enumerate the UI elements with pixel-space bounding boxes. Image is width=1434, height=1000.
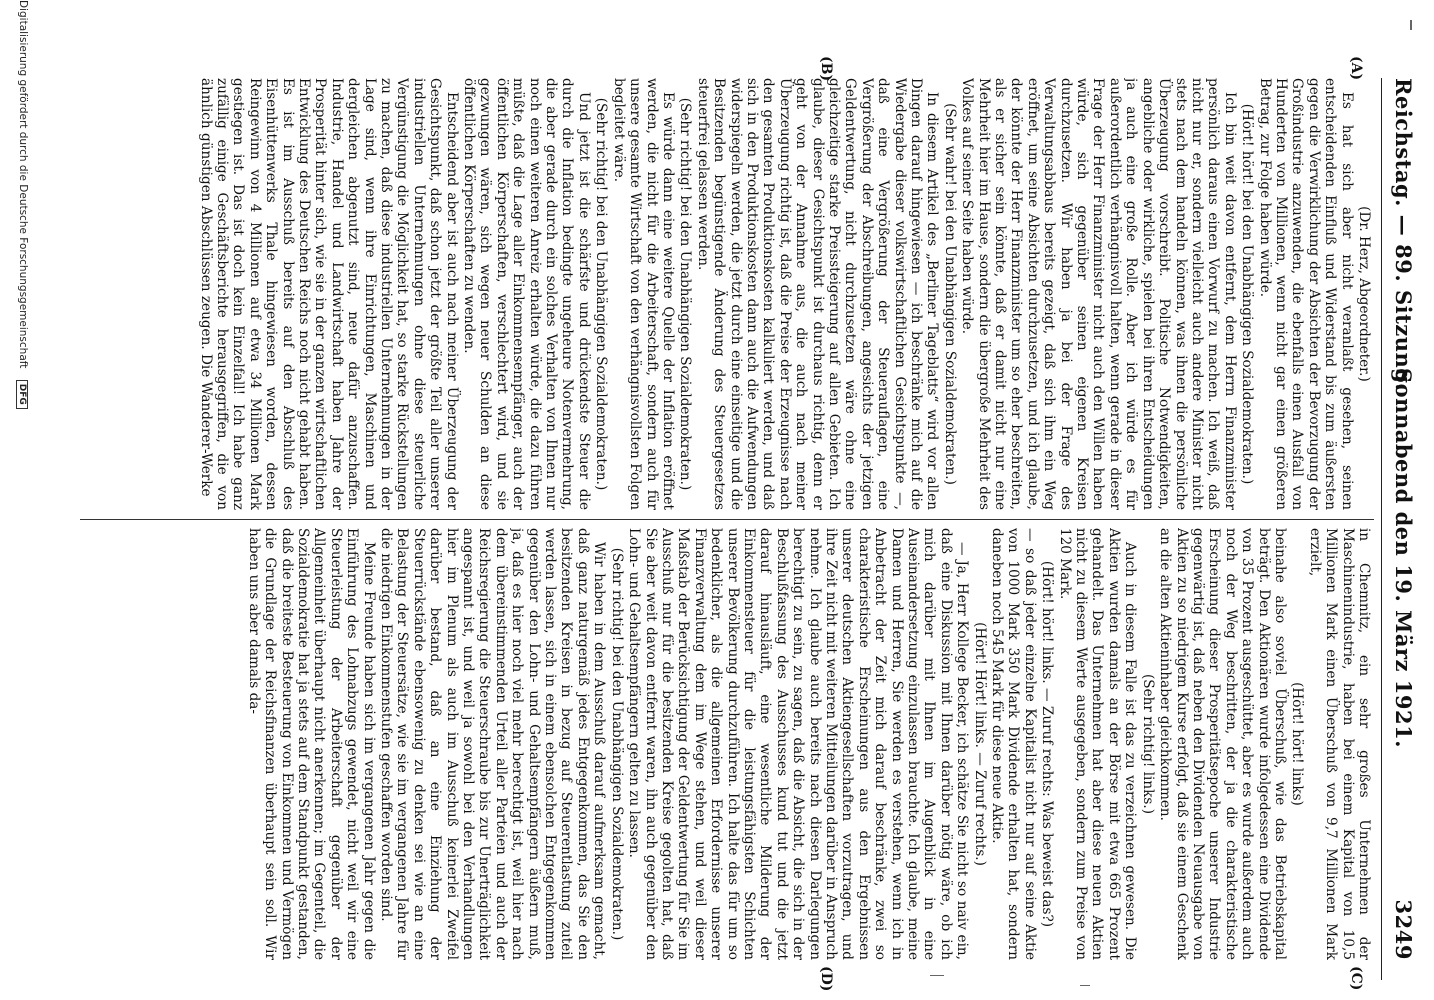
scan-speck xyxy=(1410,20,1412,30)
interjection: (Sehr richtig! bei den Unabhängigen Sozialdemokraten.) xyxy=(593,97,610,491)
interjection: (Sehr richtig! bei den Unabhängigen Sozialdemokraten.) xyxy=(608,547,625,941)
paragraph: Wir haben in dem Ausschuß darauf aufmerksam gemacht, daß ganz naturgemäß jedes Entgegenkommen, das Sie den besitzenden Kreisen in bezug auf Steuerentlastung zuteil werden lassen, sich in einem ebensolchen Entgegenkommen gegenüber den Lohn- und Gehaltsempfängern äußern muß, ja, daß es hier noch viel mehr berechtigt ist, weil hier nach dem übereinstimmenden Urteil aller Parteien und auch der Reichsregierung die Steuerschraube bis zur Unerträglichkeit angespannt ist, und weil ja sowohl bei den Verhandlungen hier im Plenum als auch im Ausschuß keinerlei Zweifel darüber bestand, daß an eine Einziehung der Steuerrückstände ebensowenig zu denken sei wie an eine Belastung der Steuersätze, wie sie im vergangenen Jahre für die niedrigen Einkommenstufen geschaffen worden sind. xyxy=(378,528,608,960)
interjection: (Sehr wahr! bei den Unabhängigen Sozialdemokraten.) xyxy=(941,103,958,485)
dfg-logo: DFG xyxy=(16,380,28,409)
paragraph: Entscheidend aber ist auch nach meiner Überzeugung der Gesichtspunkt, daß schon jetzt der größte Teil aller unserer industriellen Unternehmungen ohne diese steuerliche Vergünstigung die Möglichkeit hat, so starke Rückstellungen zu machen, daß diese industriellen Unternehmungen in der Lage sind, wenn ihre Einrichtungen, Maschinen und dergleichen abgenutzt sind, neue dafür anzuschaffen. Industrie, Handel und Landwirtschaft haben Jahre der Prosperität hinter sich, wie sie in der ganzen wirtschaftlichen Entwicklung des Deutschen Reichs noch nicht gehabt haben. Es ist im Ausschuß bereits auf den Abschluß des Eisenhüttenwerks Thale hingewiesen worden, dessen Reingewinn von 4 Millionen auf etwa 34 Millionen Mark gestiegen ist. Das ist doch kein Einzelfall! Ich habe ganz zufällig einige Geschäftsberichte herausgegriffen, die von ähnlich günstigen Abschlüssen zeugen. Die Wanderer-Werke xyxy=(197,78,460,510)
margin-marker-b: (B) xyxy=(818,56,834,82)
header-rule xyxy=(1381,78,1382,980)
paragraph: Ich bin weit davon entfernt, dem Herrn Finanzminister persönlich daraus einen Vorwurf zu machen. Ich weiß, daß nicht nur er, sondern vielleicht auch andere Minister nicht stets nach dem handeln können, was ihnen die persönliche Überzeugung vorschreibt. Politische Notwendigkeiten, angebliche oder wirkliche, spielen bei ihren Entscheidungen ja auch eine große Rolle. Aber ich würde es für außerordentlich verhängnisvoll halten, wenn gerade in dieser Frage der Herr Finanzminister nicht auch den Willen haben würde, sich gegenüber seinen eigenen Kreisen durchzusetzen. Wir haben ja bei der Frage des Verwaltungsabbaus bereits gezeigt, daß sich ihm ein Weg eröffnet, um seine Absichten durchzusetzen, und ich glaube, der könnte der Herr Finanzminister um so eher beschreiten, als er sicher sein könnte, daß er damit nicht nur eine Mehrheit hier im Hause, sondern die übergroße Mehrheit des Volkes auf seiner Seite haben würde. xyxy=(959,78,1238,510)
paragraph: beinahe also soviel Überschuß, wie das Betriebskapital beträgt. Den Aktionären wurde infolgedessen eine Dividende von 35 Prozent ausgeschüttet, aber es wurde außerdem auch noch der Weg beschritten, der ja die charakteristische Erscheinung dieser Prosperitätsepoche unserer Industrie gegenwärtig ist, daß neben den Dividenden Neuausgabe von Aktien zu so niedrigem Kurse erfolgt, daß sie einem Geschenk an die alten Aktieninhaber gleichkommen. xyxy=(1157,528,1288,960)
interjection: (Hört! hört! links) xyxy=(1289,682,1306,806)
page-number: 3249 xyxy=(1391,899,1416,960)
paragraph: Es würde dann eine weitere Quelle der Inflation eröffnet werden, die nicht für die Arbeiterschaft, sondern auch für unsere gesamte Wirtschaft von den verhängnisvollsten Folgen begleitet wäre. xyxy=(610,78,676,510)
credit-text: Digitalisierung gefördert durch die Deutsche Forschungsgemeinschaft xyxy=(17,0,29,369)
paragraph: — Ja, Herr Kollege Becker, ich schätze Sie nicht so naiv ein, daß eine Diskussion mit Ihnen darüber nötig wäre, ob ich mich darüber mit Ihnen im Augenblick in eine Auseinandersetzung einzulassen brauchte. Ich glaube, meine Damen und Herren, Sie werden es verstehen, wenn ich in Anbetracht der Zeit mich darauf beschränke, zwei so charakteristische Erscheinungen aus den Ergebnissen unserer deutschen Aktiengesellschaften vorzutragen, und ihre Zeit nicht mit weiteren Mitteilungen darüber in Anspruch nehme. Ich glaube auch bereits nach diesen Darlegungen berechtigt zu sein, zu sagen, daß die Absicht, die sich in der Beschlußfassung des Ausschusses kund tut und die jetzt darauf hinausläuft, eine wesentliche Milderung der Einkommensteuer für die leistungsfähigsten Schichten unserer Bevölkerung durchzuführen. Ich halte das für um so bedenklicher, als die allgemeinen Erfordernisse unserer Finanzverwaltung dem im Wege stehen, und weil dieser Maßstab der Berücksichtigung der Geldentwertung für Sie im Ausschuß nur für die besitzenden Kreise gegolten hat, daß Sie aber weit davon entfernt waren, ihn auch gegenüber den Lohn- und Gehaltsempfängern gelten zu lassen. xyxy=(626,528,971,960)
margin-marker-a: (A) xyxy=(1348,56,1364,81)
paragraph: — so daß jeder einzelne Kapitalist nicht nur auf seine Aktie von 1000 Mark 350 Mark Dividende erhalten hat, sondern daneben noch 545 Mark für diese neue Aktie. xyxy=(989,528,1038,960)
speaker-line: (Dr. Herz, Abgeordneter.) xyxy=(1356,206,1372,382)
paragraph: Meine Freunde haben sich im vergangenen Jahr gegen die Einführung des Lohnabzugs gewendet, nicht weil wir eine Steuerleistung der Arbeiterschaft gegenüber der Allgemeinheit überhaupt nicht anerkennen; im Gegenteil, die Sozialdemokratie hat ja stets auf dem Standpunkt gestanden, daß die breiteste Besteuerung von Einkommen und Vermögen die Grundlage der Reichsfinanzen überhaupt sein soll. Wir haben uns aber damals da- xyxy=(245,528,377,960)
paragraph: In diesem Artikel des „Berliner Tageblatts“ wird vor allen Dingen darauf hingewiesen — ich beschränke mich auf die Wiedergabe dieser volkswirtschaftlichen Gesichtspunkte —, daß eine Vergrößerung der Steuerauflagen, eine Vergrößerung der Abschreibungen, angesichts der jetzigen Geldentwertung, nicht durchzusetzen wäre ohne eine gleichzeitige starke Preissteigerung auf allen Gebieten. Ich glaube, dieser Gesichtspunkt ist durchaus richtig, denn er geht von der Annahme aus, die auch nach meiner Überzeugung richtig ist, daß die Preise der Erzeugnisse nach den gesamten Produktionskosten kalkuliert werden, und daß sich in den Produktionskosten dann auch die Aufwendungen widerspiegeln werden, die jetzt durch eine einseitige und die Besitzenden begünstigende Änderung des Steuergesetzes steuerfrei gelassen werden. xyxy=(694,78,941,510)
scan-speck xyxy=(1080,985,1090,986)
scan-speck xyxy=(930,975,944,976)
paragraph: Es hat sich aber nicht veranlaßt gesehen, seinen entscheidenden Einfluß und Widerstand bis zum äußersten gegen die Verwirklichung der Absichten der Bevorzugung der Großindustrie anzuwenden, die ebenfalls einen Ausfall von Hunderten von Millionen, wenn nicht gar einen größeren Betrag, zur Folge haben würde. xyxy=(1256,78,1355,510)
paragraph: Und jetzt ist die schärfste und drückendste Steuer die durch die Inflation bedingte ungeheure Notenvermehrung, die aber gerade durch ein solches Verhalten von Ihnen nur noch einen weiteren Anreiz erhalten würde, die dazu führen müßte, daß die Lage aller Einkommensempfänger, auch der öffentlichen Körperschaften, verschlechtert wird, und sie gezwungen wären, sich wegen neuer Schulden an diese öffentlichen Körperschaften zu wenden. xyxy=(461,78,592,510)
page-header xyxy=(1386,78,1416,980)
paragraph: in Chemnitz, ein sehr großes Unternehmen der Maschinenindustrie, haben bei einem Kapital von 10,5 Millionen Mark einen Überschuß von 9,7 Millionen Mark erzielt, xyxy=(1306,528,1372,960)
margin-marker-c: (C) xyxy=(1348,966,1364,991)
right-column xyxy=(70,528,1372,960)
left-column xyxy=(70,78,1372,510)
interjection: (Hört! Hört! links. — Zuruf rechts.) xyxy=(971,622,988,866)
interjection: (Sehr richtig! links.) xyxy=(1139,673,1156,815)
interjection: (Hört! hört! bei den Unabhängigen Sozialdemokraten.) xyxy=(1239,103,1256,485)
header-date: Sonnabend den 19. März 1921. xyxy=(1391,368,1416,749)
header-session: Reichstag. — 89. Sitzung. xyxy=(1391,78,1416,392)
digitization-credit xyxy=(9,0,29,1000)
margin-marker-d: (D) xyxy=(818,966,834,992)
column-divider xyxy=(80,519,1374,520)
interjection: (Hört! hört! links. — Zuruf rechts: Was beweist das?) xyxy=(1039,560,1056,928)
paragraph: Auch in diesem Falle ist das zu verzeichnen gewesen. Die Aktien wurden damals an der Börse mit etwa 665 Prozent gehandelt. Das Unternehmen hat aber diese neuen Aktien nicht zu diesem Werte ausgegeben, sondern zum Preise von 120 Mark. xyxy=(1056,528,1139,960)
interjection: (Sehr richtig! bei den Unabhängigen Sozialdemokraten.) xyxy=(677,97,694,491)
